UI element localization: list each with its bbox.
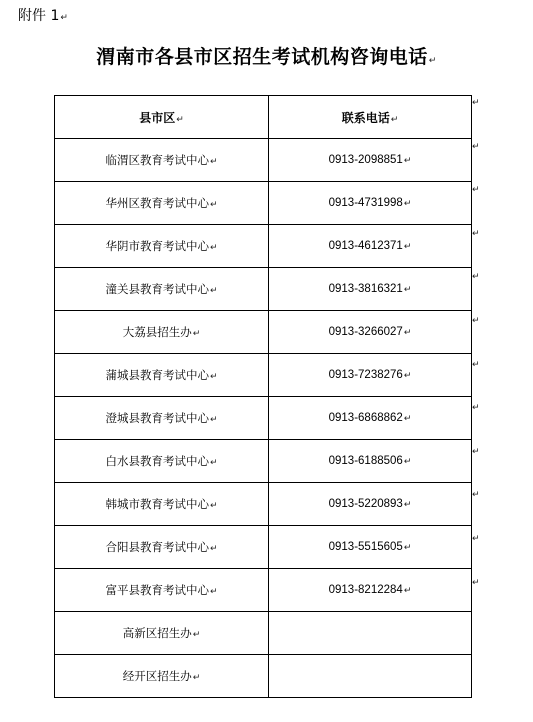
district-cell: 富平县教育考试中心↵ — [55, 569, 269, 612]
phone-cell — [269, 655, 472, 698]
phone-cell: 0913-3816321↵ — [269, 268, 472, 311]
contact-table — [54, 95, 472, 698]
district-cell: 澄城县教育考试中心↵ — [55, 397, 269, 440]
phone-cell: 0913-7238276↵ — [269, 354, 472, 397]
header-district: 县市区↵ — [55, 96, 269, 139]
table-row — [55, 354, 472, 397]
phone-cell: 0913-5220893↵ — [269, 483, 472, 526]
district-cell: 白水县教育考试中心↵ — [55, 440, 269, 483]
district-cell: 蒲城县教育考试中心↵ — [55, 354, 269, 397]
table-row — [55, 655, 472, 698]
district-cell: 韩城市教育考试中心↵ — [55, 483, 269, 526]
table-row — [55, 526, 472, 569]
phone-cell: 0913-4612371↵ — [269, 225, 472, 268]
row-end-mark: ↵ — [472, 272, 480, 283]
page-title: 渭南市各县市区招生考试机构咨询电话↵ — [96, 46, 437, 68]
row-end-mark: ↵ — [472, 534, 480, 544]
row-end-mark: ↵ — [472, 577, 480, 588]
row-end-mark: ↵ — [472, 141, 480, 152]
annex-label: 附件 1↵ — [18, 8, 68, 24]
row-end-mark: ↵ — [472, 403, 480, 414]
table-row — [55, 612, 472, 655]
district-cell: 华阴市教育考试中心↵ — [55, 225, 269, 268]
table-row — [55, 311, 472, 354]
phone-cell — [269, 612, 472, 655]
table-row — [55, 268, 472, 311]
table-row — [55, 397, 472, 440]
district-cell: 大荔县招生办↵ — [55, 311, 269, 354]
phone-cell: 0913-8212284↵ — [269, 569, 472, 612]
phone-cell: 0913-2098851↵ — [269, 139, 472, 182]
row-end-mark: ↵ — [472, 98, 480, 108]
table-row — [55, 182, 472, 225]
district-cell: 合阳县教育考试中心↵ — [55, 526, 269, 569]
phone-cell: 0913-4731998↵ — [269, 182, 472, 225]
row-end-mark: ↵ — [472, 316, 480, 326]
row-end-mark: ↵ — [472, 359, 480, 370]
district-cell: 华州区教育考试中心↵ — [55, 182, 269, 225]
table-row — [55, 569, 472, 612]
table-row — [55, 225, 472, 268]
table-row — [55, 483, 472, 526]
phone-cell: 0913-6188506↵ — [269, 440, 472, 483]
district-cell: 高新区招生办↵ — [55, 612, 269, 655]
phone-cell: 0913-3266027↵ — [269, 311, 472, 354]
row-end-mark: ↵ — [472, 490, 480, 501]
phone-cell: 0913-6868862↵ — [269, 397, 472, 440]
row-end-mark: ↵ — [472, 446, 480, 457]
header-phone: 联系电话↵ — [269, 96, 472, 139]
table-header-row — [55, 96, 472, 139]
district-cell: 经开区招生办↵ — [55, 655, 269, 698]
district-cell: 潼关县教育考试中心↵ — [55, 268, 269, 311]
district-cell: 临渭区教育考试中心↵ — [55, 139, 269, 182]
table-row — [55, 139, 472, 182]
row-end-mark: ↵ — [472, 185, 480, 196]
phone-cell: 0913-5515605↵ — [269, 526, 472, 569]
row-end-mark: ↵ — [472, 228, 480, 239]
table-row — [55, 440, 472, 483]
